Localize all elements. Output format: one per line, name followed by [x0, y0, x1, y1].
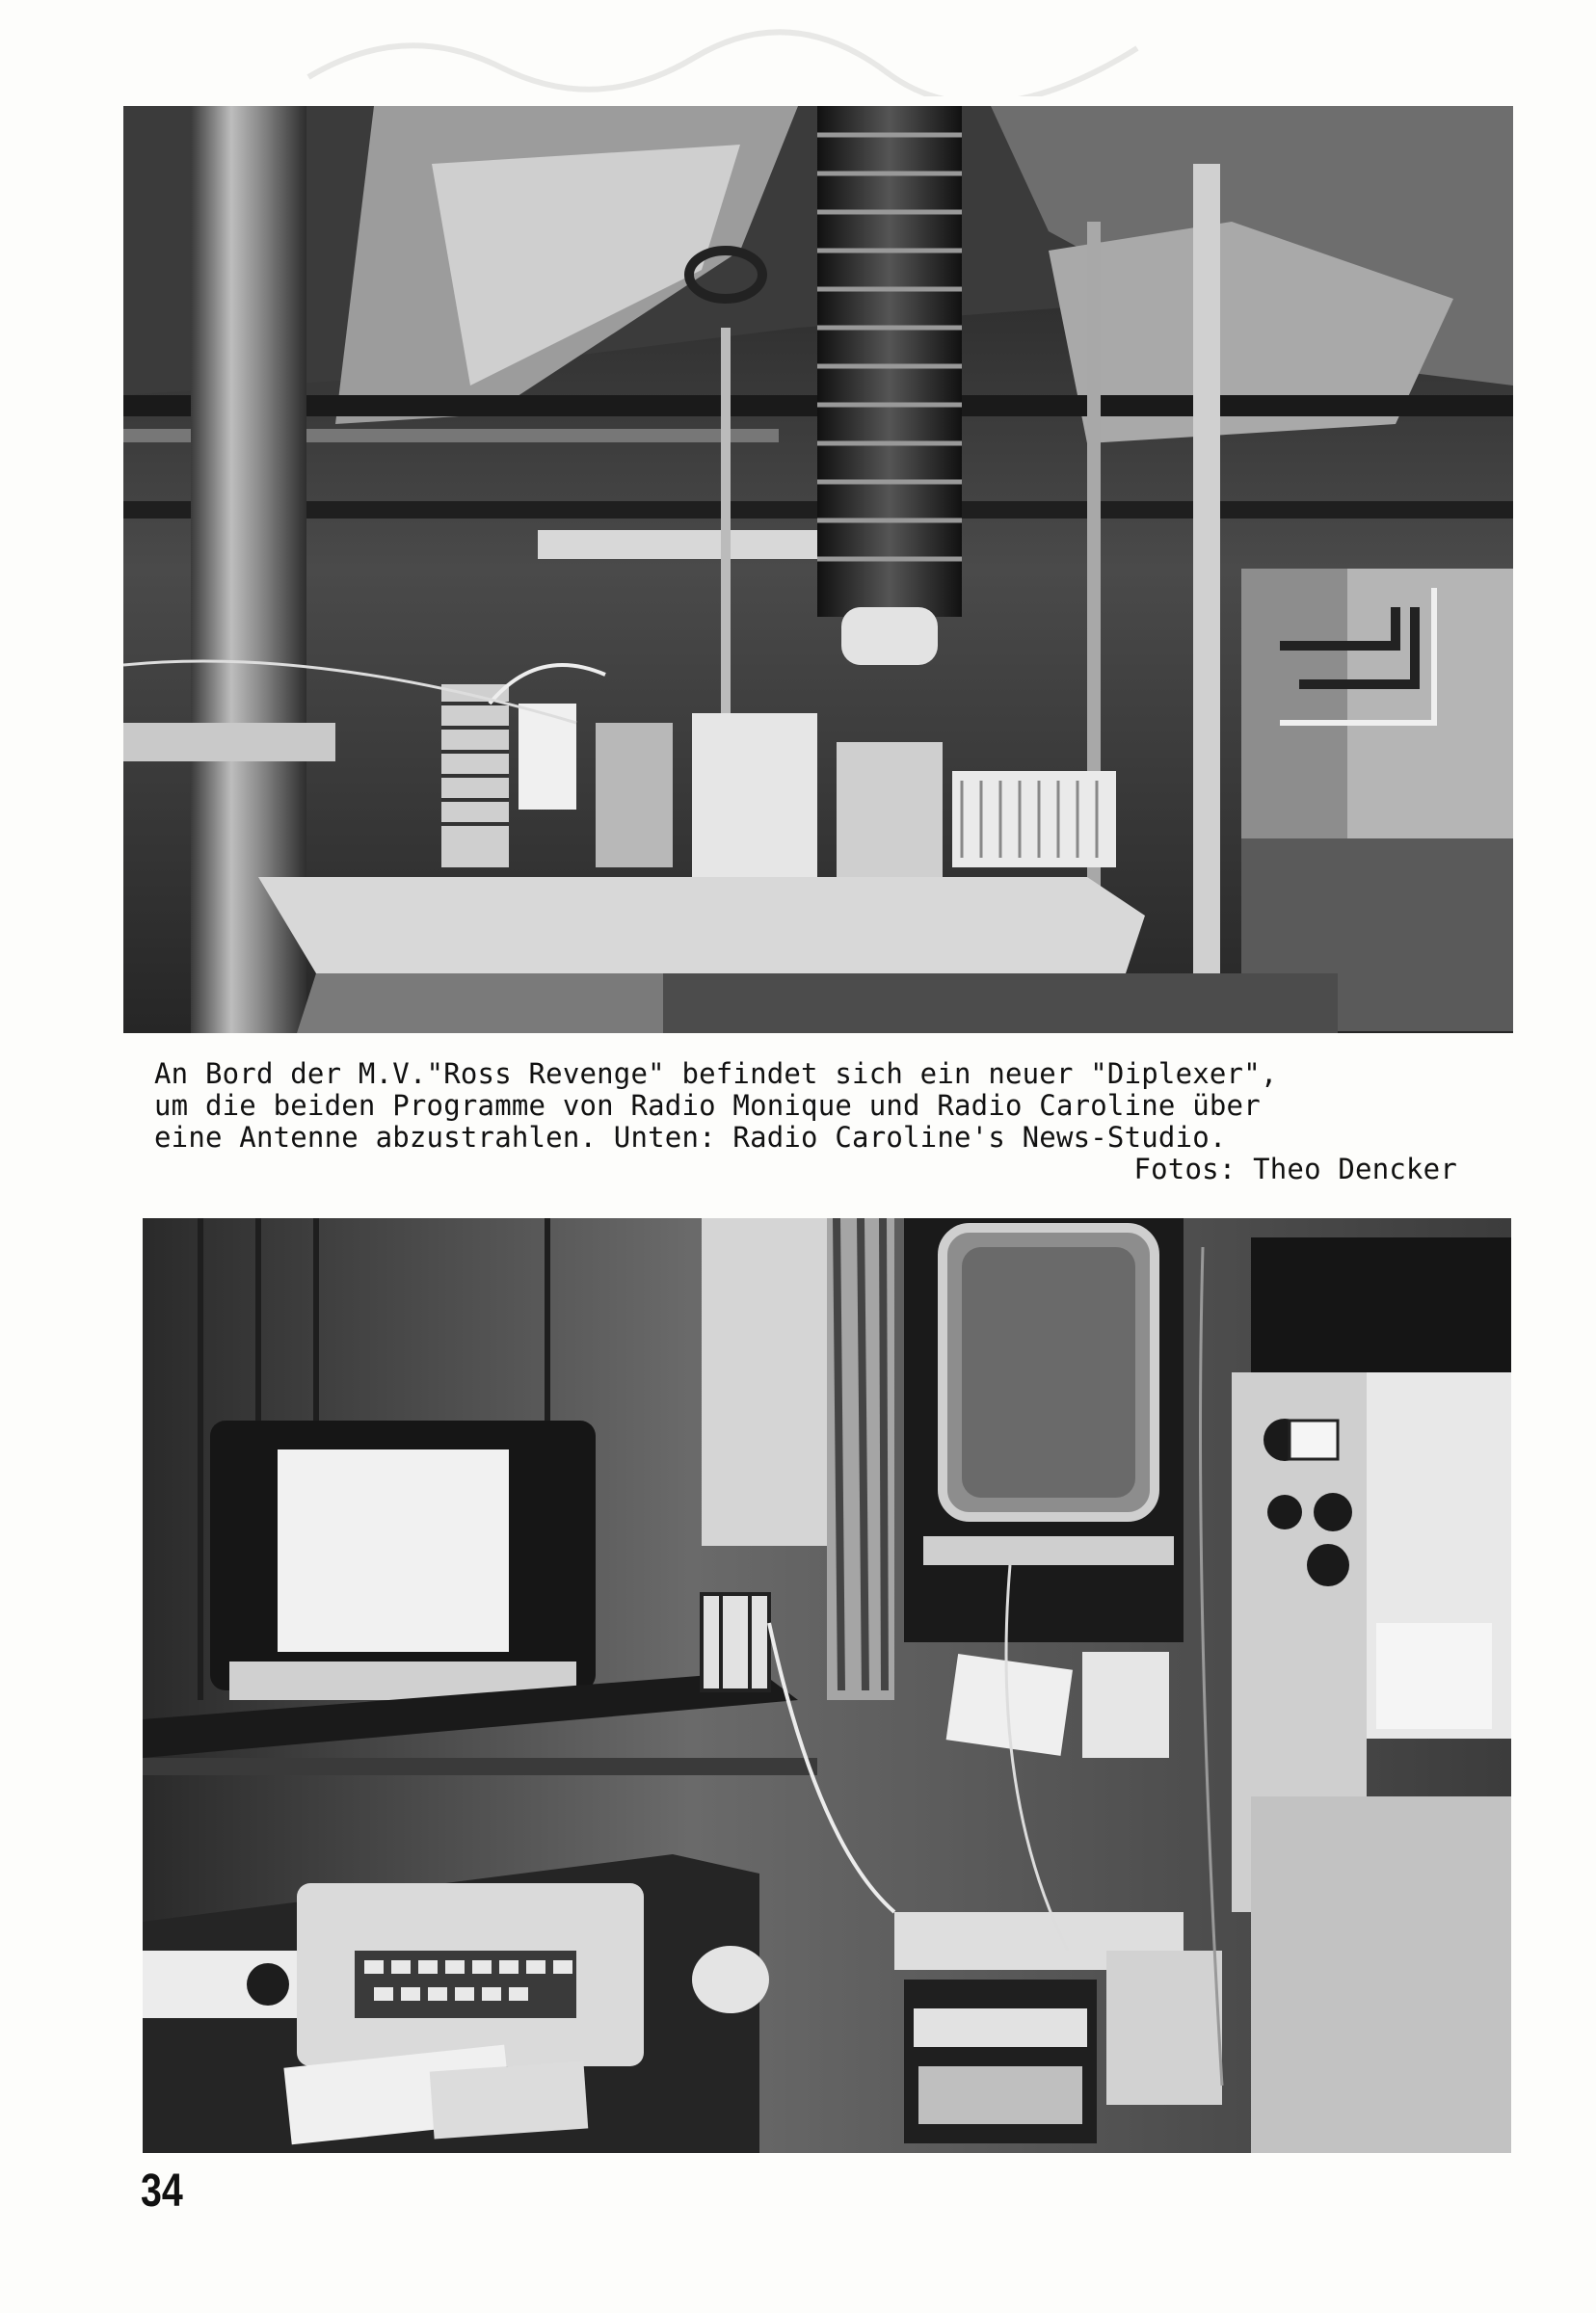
caption-line-2: um die beiden Programme von Radio Monique und Radio Caroline über — [154, 1089, 1261, 1122]
news-studio-photo — [143, 1218, 1511, 2153]
caption-line-3: eine Antenne abzustrahlen. Unten: Radio Caroline's News-Studio. — [154, 1121, 1227, 1154]
page-number: 34 — [141, 2166, 183, 2217]
photo-credit: Fotos: Theo Dencker — [1133, 1153, 1457, 1185]
caption-line-1: An Bord der M.V."Ross Revenge" befindet sich ein neuer "Diplexer", — [154, 1057, 1278, 1090]
bleed-through-shadow — [289, 19, 1157, 96]
transmitter-room-photo — [123, 106, 1513, 1033]
photo-caption — [154, 1058, 1465, 1185]
